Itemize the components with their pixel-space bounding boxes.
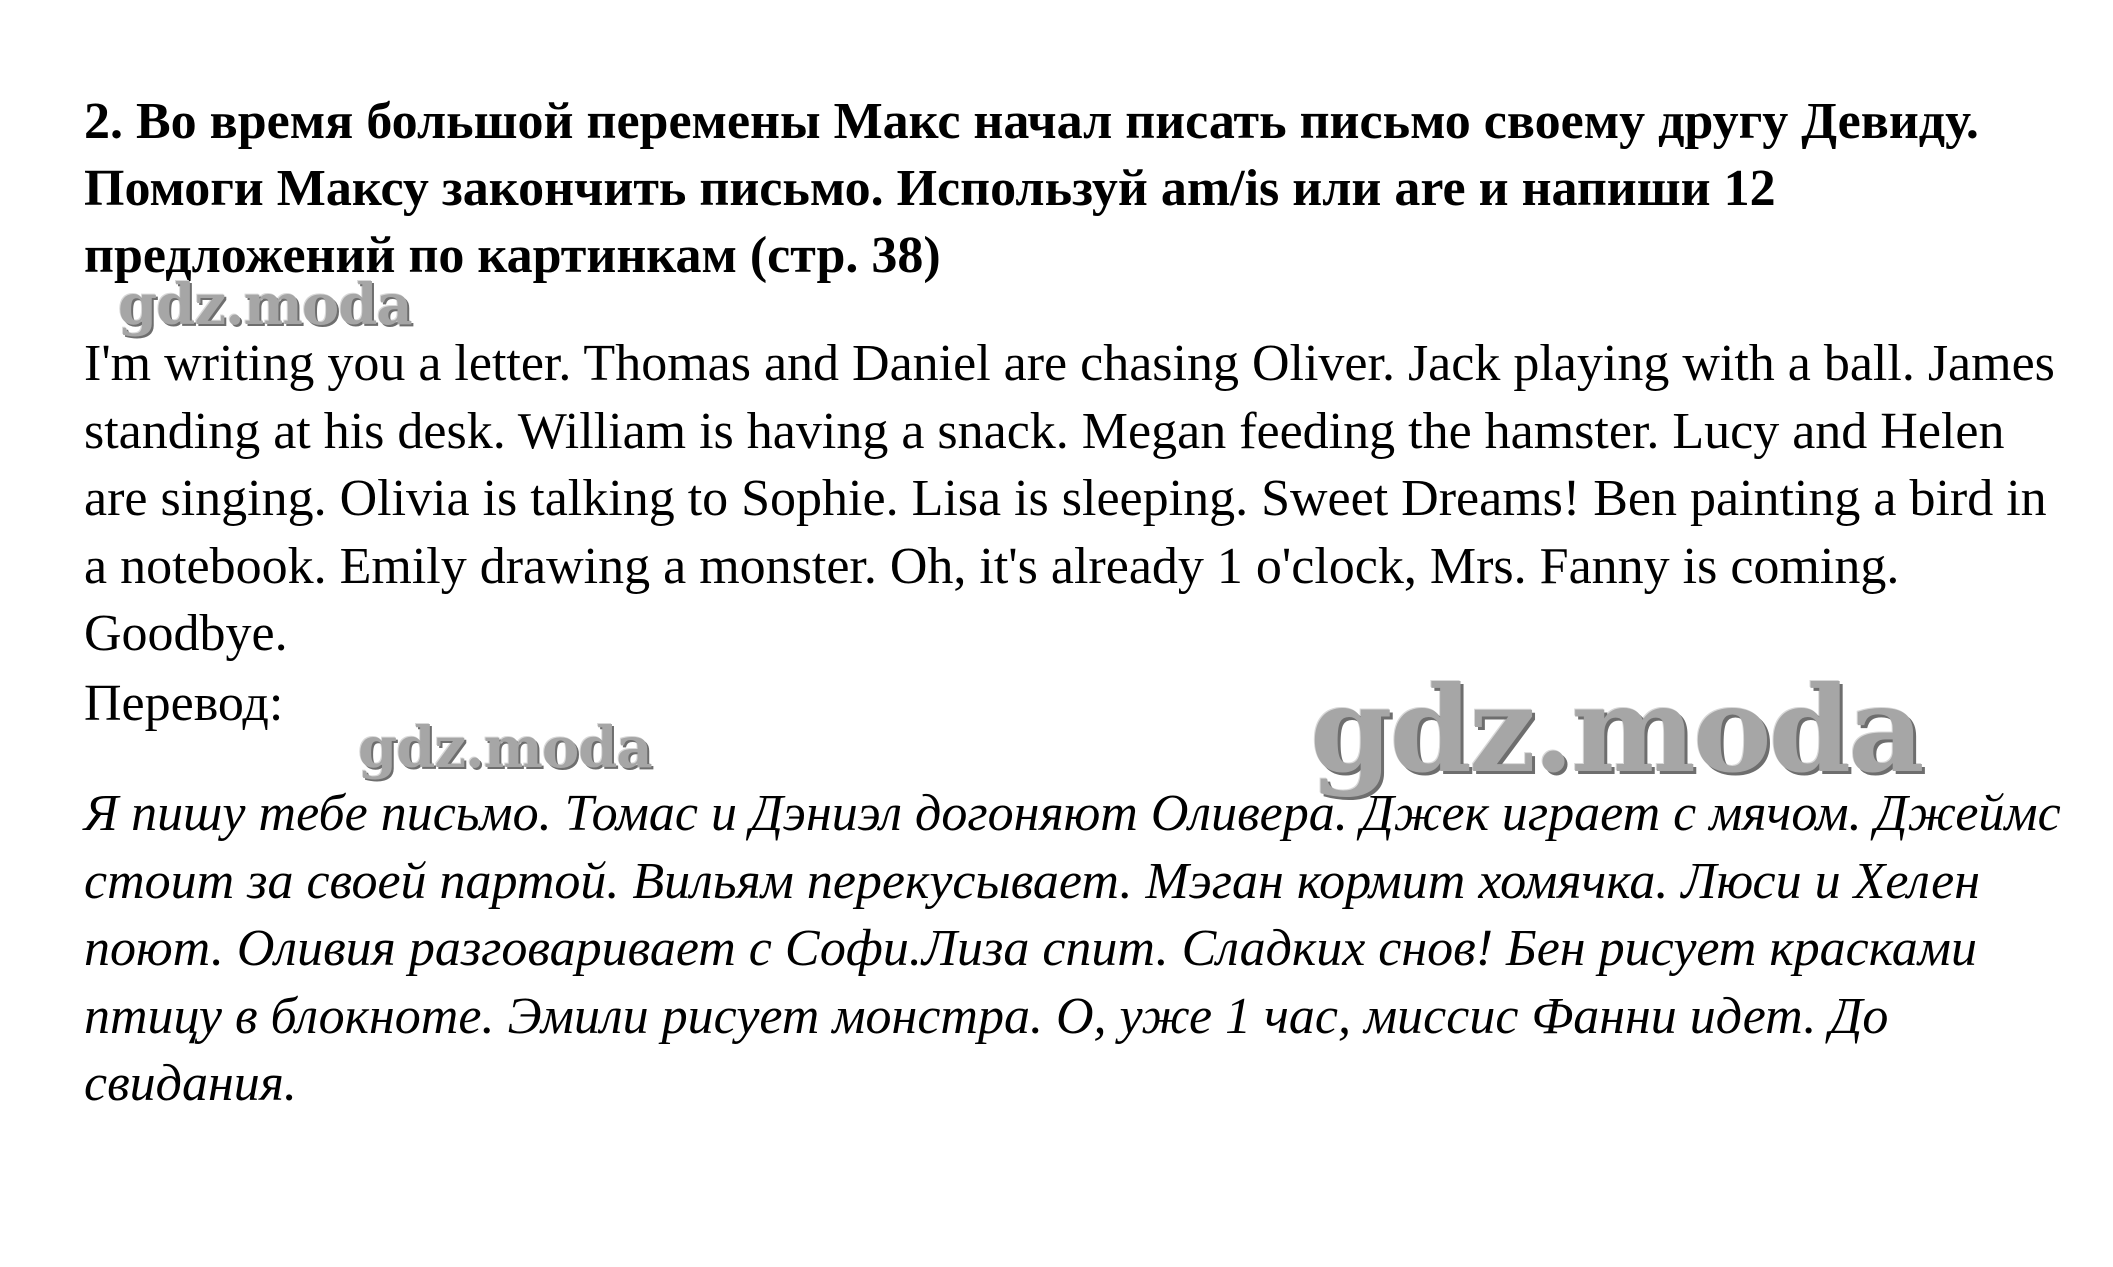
translation-label: Перевод:	[84, 675, 284, 732]
watermark-logo: gdz.moda	[118, 272, 412, 338]
task-title: 2. Во время большой перемены Макс начал писать письмо своему другу Девиду. Помоги Максу закончить письмо. Используй am/is или are и напиши 12 предложений по картинкам (стр. 38)	[84, 93, 1979, 284]
watermark-logo-large: gdz.moda	[1310, 660, 1922, 799]
answer-paragraph: I'm writing you a letter. Thomas and Daniel are chasing Oliver. Jack playing with a ball. James standing at his desk. William is having a snack. Megan feeding the hamster. Lucy and Helen are singing. Olivia is talking to Sophie. Lisa is sleeping. Sweet Dreams! Ben painting a bird in a notebook. Emily drawing a monster. Oh, it's already 1 o'clock, Mrs. Fanny is coming. Goodbye.	[84, 335, 2055, 662]
translation-paragraph: Я пишу тебе письмо. Томас и Дэниэл догоняют Оливера. Джек играет с мячом. Джеймс стоит за своей партой. Вильям перекусывает. Мэган кормит хомячка. Люси и Хелен поют. Оливия разговаривает с Софи.Лиза спит. Сладких снов! Бен рисует красками птицу в блокноте. Эмили рисует монстра. О, уже 1 час, миссис Фанни идет. До свидания.	[84, 785, 2061, 1112]
watermark-logo: gdz.moda	[358, 715, 652, 781]
